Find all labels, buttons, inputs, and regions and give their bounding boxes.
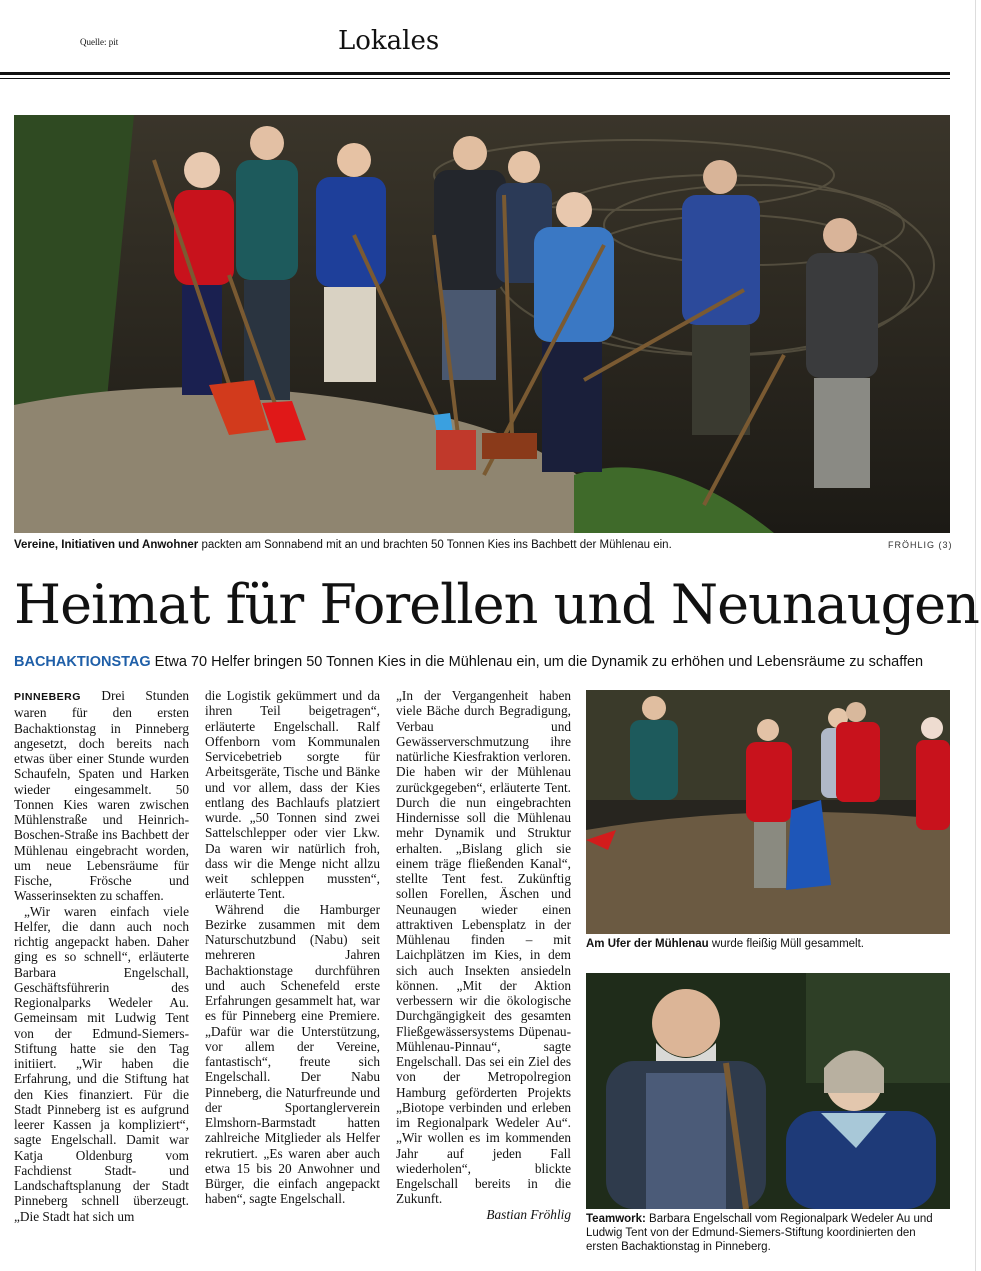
subheadline bbox=[14, 654, 923, 670]
photo-credit: FRÖHLIG (3) bbox=[888, 540, 953, 550]
paragraph: Während die Hamburger Bezirke zusammen mit dem Naturschutzbund (Nabu) seit mehreren Jahren Bachaktionstage durchführen und auch Schenefeld erste Erfahrungen gesammelt hat, war es für Pinneberg eine Premiere. „Dafür war die Unterstützung, vor allem der Vereine, fantastisch“, freute sich Engelschall. Der Nabu Pinneberg, die Naturfreunde und der Sportanglerverein Elmshorn-Barmstadt hatten zahlreiche Mitglieder als Helfer rekrutiert. „Es waren aber auch etwa 15 bis 20 Anwohner und Bürger, die einfach angepackt haben“, sagte Engelschall. bbox=[205, 901, 380, 1207]
headline: Heimat für Forellen und Neunaugen bbox=[14, 573, 979, 636]
author: Bastian Fröhlig bbox=[486, 1206, 571, 1222]
paragraph: „In der Vergangenheit haben viele Bäche durch Begradigung, Verbau und Gewässerverschmutzung ihre natürliche Kiesfraktion verloren. Die haben wir der Mühlenau zurückgegeben“, erläuterte Tent. Durch die nun eingebrachten Hindernisse soll die Mühlenau mehr Dynamik und Struktur erhalten. „Bislang glich sie einem träge fließenden Kanal“, stellte Tent fest. Zukünftig sollen Forellen, Äschen und Neunaugen wieder einen attraktiven Lebensplatz in der Mühlenau finden – mit Laichplätzen im Kies, in dem sich auch Insekten ansiedeln können. „Mit der Aktion verbessern wir die ökologische Durchgängigkeit des gesamten Fließgewässersystems Düpenau-Mühlenau-Pinnau“, sagte Engelschall. Das sei ein Ziel des von der Metropolregion Hamburg geförderten Projekts „Biotope verbinden und erleben im Regionalpark Wedeler Au“. „Wir wollen es im kommenden Jahr auf jeden Fall wiederholen“, blickte Engelschall bereits in die Zukunft. bbox=[396, 688, 571, 1207]
kicker: BACHAKTIONSTAG bbox=[14, 654, 151, 670]
article-column-3 bbox=[396, 688, 571, 1222]
photo-2-caption bbox=[586, 937, 950, 951]
paragraph: die Logistik gekümmert und da ihren Teil beigetragen“, erläuterte Engelschall. Ralf Offenborn vom Kommunalen Servicebetrieb sorgte für Arbeitsgeräte, Tische und Bänke und vor allem, dass der Kies entlang des Bachlaufs platziert wurde. „50 Tonnen sind zwei Sattelschlepper oder vier Lkw. Da waren wir natürlich froh, dass wir die Menge nicht allzu weit schleppen mussten“, erläuterte Tent. bbox=[205, 688, 380, 902]
photo-3-illustration bbox=[586, 973, 950, 1209]
dek-text: Etwa 70 Helfer bringen 50 Tonnen Kies in die Mühlenau ein, um die Dynamik zu erhöhen und Lebensräume zu schaffen bbox=[154, 654, 924, 670]
article-column-2 bbox=[205, 688, 380, 1207]
photo-3-caption bbox=[586, 1212, 950, 1254]
caption-lead: Teamwork: bbox=[586, 1213, 646, 1225]
photo-trash-collection bbox=[586, 690, 950, 934]
main-photo-caption bbox=[14, 538, 874, 552]
paragraph: Drei Stunden waren für den ersten Bachaktionstag in Pinneberg angesetzt, doch bereits nach etwas über einer Stunde wurden Schaufeln, Spaten und Harken wieder eingesammelt. 50 Tonnen Kies waren zwischen Mühlenstraße und Heinrich-Boschen-Straße ins Bachbett der Mühlenau eingebracht worden, um neue Lebensräume für Fische, Frösche und Wasserinsekten zu schaffen. bbox=[14, 688, 189, 904]
caption-text: Barbara Engelschall vom Regionalpark Wedeler Au und Ludwig Tent von der Edmund-Siemers-Stiftung koordinierten den ersten Bachaktionstag in Pinneberg. bbox=[586, 1213, 933, 1253]
article-column-1 bbox=[14, 688, 189, 1224]
main-photo bbox=[14, 115, 950, 533]
dateline: PINNEBERG bbox=[14, 691, 81, 703]
header-rule bbox=[0, 72, 950, 75]
paragraph: „Wir waren einfach viele Helfer, die dann auch noch richtig angepackt haben. Daher ging es so schnell“, erläuterte Barbara Engelschall, Geschäftsführerin des Regionalparks Wedeler Au. Gemeinsam mit Ludwig Tent von der Edmund-Siemers-Stiftung hatte sie den Tag initiiert. „Wir haben die Erfahrung, und die Stiftung hat den Kies finanziert. Für die Stadt Pinneberg ist es aufgrund leerer Kassen ja kompliziert“, sagte Engelschall. Damit war Katja Oldenburg vom Fachdienst Stadt- und Landschaftsplanung der Stadt Pinneberg schnell überzeugt. „Die Stadt hat sich um bbox=[14, 903, 189, 1224]
caption-text: wurde fleißig Müll gesammelt. bbox=[708, 938, 864, 950]
source-note: Quelle: pit bbox=[80, 37, 119, 47]
caption-lead: Am Ufer der Mühlenau bbox=[586, 938, 709, 950]
photo-2-illustration bbox=[586, 690, 950, 934]
header-rule-thin bbox=[0, 78, 950, 79]
caption-text: packten am Sonnabend mit an und brachten 50 Tonnen Kies ins Bachbett der Mühlenau ein. bbox=[198, 539, 672, 551]
main-photo-illustration bbox=[14, 115, 950, 533]
section-title: Lokales bbox=[338, 26, 440, 56]
caption-lead: Vereine, Initiativen und Anwohner bbox=[14, 539, 199, 551]
photo-teamwork bbox=[586, 973, 950, 1209]
